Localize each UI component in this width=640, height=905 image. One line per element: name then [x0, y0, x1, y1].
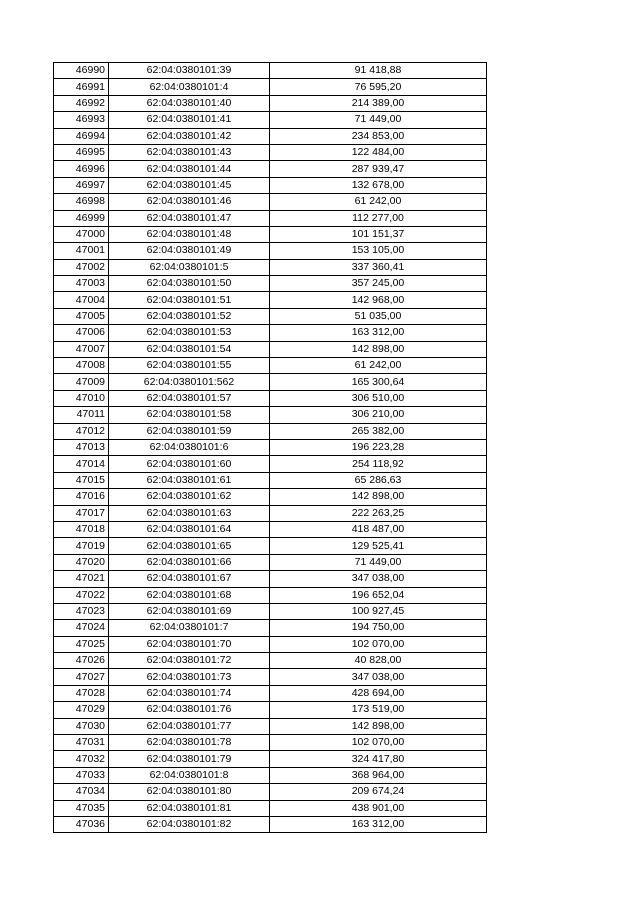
table-row: [54, 423, 487, 439]
cadastral-number-cell: 62:04:0380101:73: [109, 669, 270, 685]
table-row: [54, 79, 487, 95]
cadastral-number-cell: 62:04:0380101:7: [109, 620, 270, 636]
table-row: [54, 735, 487, 751]
cadastral-number-cell: 62:04:0380101:58: [109, 407, 270, 423]
cadastral-value-cell: 347 038,00: [270, 571, 487, 587]
cadastral-value-cell: 101 151,37: [270, 226, 487, 242]
cadastral-number-cell: 62:04:0380101:5: [109, 259, 270, 275]
cadastral-number-cell: 62:04:0380101:42: [109, 128, 270, 144]
row-index-cell: 46997: [54, 177, 109, 193]
row-index-cell: 47024: [54, 620, 109, 636]
table-row: [54, 128, 487, 144]
cadastral-value-cell: 129 525,41: [270, 538, 487, 554]
row-index-cell: 47025: [54, 636, 109, 652]
cadastral-value-cell: 306 510,00: [270, 390, 487, 406]
cadastral-value-cell: 254 118,92: [270, 456, 487, 472]
cadastral-number-cell: 62:04:0380101:46: [109, 194, 270, 210]
table-row: [54, 63, 487, 79]
row-index-cell: 47034: [54, 784, 109, 800]
row-index-cell: 46993: [54, 112, 109, 128]
table-row: [54, 554, 487, 570]
cadastral-value-cell: 91 418,88: [270, 63, 487, 79]
cadastral-number-cell: 62:04:0380101:80: [109, 784, 270, 800]
cadastral-number-cell: 62:04:0380101:53: [109, 325, 270, 341]
cadastral-number-cell: 62:04:0380101:51: [109, 292, 270, 308]
row-index-cell: 47000: [54, 226, 109, 242]
cadastral-value-cell: 132 678,00: [270, 177, 487, 193]
cadastral-value-cell: 163 312,00: [270, 325, 487, 341]
row-index-cell: 47033: [54, 767, 109, 783]
table-row: [54, 243, 487, 259]
row-index-cell: 47016: [54, 489, 109, 505]
table-row: [54, 767, 487, 783]
cadastral-value-cell: 61 242,00: [270, 194, 487, 210]
cadastral-number-cell: 62:04:0380101:82: [109, 816, 270, 832]
row-index-cell: 46992: [54, 95, 109, 111]
table-row: [54, 702, 487, 718]
cadastral-value-cell: 142 898,00: [270, 718, 487, 734]
cadastral-value-cell: 234 853,00: [270, 128, 487, 144]
cadastral-value-cell: 142 898,00: [270, 341, 487, 357]
cadastral-number-cell: 62:04:0380101:50: [109, 276, 270, 292]
table-row: [54, 161, 487, 177]
cadastral-number-cell: 62:04:0380101:62: [109, 489, 270, 505]
cadastral-number-cell: 62:04:0380101:64: [109, 521, 270, 537]
row-index-cell: 47029: [54, 702, 109, 718]
row-index-cell: 47009: [54, 374, 109, 390]
table-row: [54, 603, 487, 619]
row-index-cell: 47026: [54, 653, 109, 669]
table-row: [54, 636, 487, 652]
cadastral-value-cell: 209 674,24: [270, 784, 487, 800]
row-index-cell: 46998: [54, 194, 109, 210]
cadastral-value-cell: 142 968,00: [270, 292, 487, 308]
table-row: [54, 751, 487, 767]
cadastral-value-cell: 196 652,04: [270, 587, 487, 603]
row-index-cell: 47006: [54, 325, 109, 341]
cadastral-number-cell: 62:04:0380101:66: [109, 554, 270, 570]
cadastral-value-cell: 287 939,47: [270, 161, 487, 177]
table-row: [54, 374, 487, 390]
cadastral-value-cell: 428 694,00: [270, 685, 487, 701]
row-index-cell: 46999: [54, 210, 109, 226]
cadastral-number-cell: 62:04:0380101:47: [109, 210, 270, 226]
row-index-cell: 46991: [54, 79, 109, 95]
cadastral-value-cell: 368 964,00: [270, 767, 487, 783]
cadastral-number-cell: 62:04:0380101:77: [109, 718, 270, 734]
cadastral-value-cell: 214 389,00: [270, 95, 487, 111]
row-index-cell: 47027: [54, 669, 109, 685]
row-index-cell: 47008: [54, 358, 109, 374]
cadastral-number-cell: 62:04:0380101:44: [109, 161, 270, 177]
cadastral-value-cell: 112 277,00: [270, 210, 487, 226]
cadastral-value-cell: 357 245,00: [270, 276, 487, 292]
table-row: [54, 718, 487, 734]
cadastral-number-cell: 62:04:0380101:8: [109, 767, 270, 783]
cadastral-value-cell: 337 360,41: [270, 259, 487, 275]
cadastral-value-cell: 65 286,63: [270, 472, 487, 488]
cadastral-number-cell: 62:04:0380101:69: [109, 603, 270, 619]
row-index-cell: 47012: [54, 423, 109, 439]
cadastral-number-cell: 62:04:0380101:41: [109, 112, 270, 128]
cadastral-number-cell: 62:04:0380101:57: [109, 390, 270, 406]
cadastral-number-cell: 62:04:0380101:76: [109, 702, 270, 718]
cadastral-value-cell: 347 038,00: [270, 669, 487, 685]
cadastral-value-cell: 153 105,00: [270, 243, 487, 259]
row-index-cell: 47001: [54, 243, 109, 259]
cadastral-value-cell: 165 300,64: [270, 374, 487, 390]
cadastral-number-cell: 62:04:0380101:59: [109, 423, 270, 439]
cadastral-value-cell: 51 035,00: [270, 308, 487, 324]
cadastral-number-cell: 62:04:0380101:54: [109, 341, 270, 357]
row-index-cell: 47004: [54, 292, 109, 308]
cadastral-value-cell: 100 927,45: [270, 603, 487, 619]
cadastral-number-cell: 62:04:0380101:67: [109, 571, 270, 587]
table-row: [54, 521, 487, 537]
row-index-cell: 47019: [54, 538, 109, 554]
row-index-cell: 47023: [54, 603, 109, 619]
row-index-cell: 46996: [54, 161, 109, 177]
cadastral-value-cell: 222 263,25: [270, 505, 487, 521]
row-index-cell: 47015: [54, 472, 109, 488]
table-row: [54, 390, 487, 406]
table-row: [54, 669, 487, 685]
cadastral-number-cell: 62:04:0380101:55: [109, 358, 270, 374]
table-body: [54, 63, 487, 833]
cadastral-number-cell: 62:04:0380101:49: [109, 243, 270, 259]
cadastral-number-cell: 62:04:0380101:60: [109, 456, 270, 472]
cadastral-number-cell: 62:04:0380101:4: [109, 79, 270, 95]
cadastral-value-cell: 61 242,00: [270, 358, 487, 374]
cadastral-number-cell: 62:04:0380101:63: [109, 505, 270, 521]
cadastral-number-cell: 62:04:0380101:52: [109, 308, 270, 324]
table-row: [54, 112, 487, 128]
table-row: [54, 538, 487, 554]
row-index-cell: 47030: [54, 718, 109, 734]
cadastral-value-cell: 71 449,00: [270, 112, 487, 128]
row-index-cell: 46994: [54, 128, 109, 144]
row-index-cell: 47035: [54, 800, 109, 816]
table-row: [54, 456, 487, 472]
cadastral-value-cell: 173 519,00: [270, 702, 487, 718]
row-index-cell: 47028: [54, 685, 109, 701]
row-index-cell: 47010: [54, 390, 109, 406]
row-index-cell: 47003: [54, 276, 109, 292]
cadastral-value-cell: 438 901,00: [270, 800, 487, 816]
table-row: [54, 505, 487, 521]
cadastral-number-cell: 62:04:0380101:43: [109, 144, 270, 160]
row-index-cell: 47022: [54, 587, 109, 603]
cadastral-number-cell: 62:04:0380101:70: [109, 636, 270, 652]
row-index-cell: 47036: [54, 816, 109, 832]
cadastral-number-cell: 62:04:0380101:78: [109, 735, 270, 751]
row-index-cell: 47031: [54, 735, 109, 751]
table-row: [54, 325, 487, 341]
cadastral-number-cell: 62:04:0380101:39: [109, 63, 270, 79]
table-row: [54, 341, 487, 357]
cadastral-value-cell: 142 898,00: [270, 489, 487, 505]
row-index-cell: 47011: [54, 407, 109, 423]
table-row: [54, 800, 487, 816]
row-index-cell: 47032: [54, 751, 109, 767]
row-index-cell: 47007: [54, 341, 109, 357]
cadastral-number-cell: 62:04:0380101:6: [109, 439, 270, 455]
row-index-cell: 47021: [54, 571, 109, 587]
table-row: [54, 489, 487, 505]
cadastral-value-cell: 122 484,00: [270, 144, 487, 160]
row-index-cell: 47002: [54, 259, 109, 275]
row-index-cell: 47017: [54, 505, 109, 521]
cadastral-number-cell: 62:04:0380101:61: [109, 472, 270, 488]
table-row: [54, 620, 487, 636]
row-index-cell: 46990: [54, 63, 109, 79]
table-row: [54, 292, 487, 308]
cadastral-value-cell: 324 417,80: [270, 751, 487, 767]
table-row: [54, 210, 487, 226]
table-row: [54, 276, 487, 292]
cadastral-value-cell: 71 449,00: [270, 554, 487, 570]
table-row: [54, 816, 487, 832]
cadastral-number-cell: 62:04:0380101:45: [109, 177, 270, 193]
cadastral-number-cell: 62:04:0380101:68: [109, 587, 270, 603]
cadastral-value-cell: 102 070,00: [270, 636, 487, 652]
table-row: [54, 144, 487, 160]
row-index-cell: 46995: [54, 144, 109, 160]
table-row: [54, 407, 487, 423]
table-row: [54, 653, 487, 669]
cadastral-number-cell: 62:04:0380101:40: [109, 95, 270, 111]
cadastral-value-cell: 76 595,20: [270, 79, 487, 95]
table-row: [54, 194, 487, 210]
cadastral-number-cell: 62:04:0380101:562: [109, 374, 270, 390]
cadastral-number-cell: 62:04:0380101:48: [109, 226, 270, 242]
cadastral-value-cell: 306 210,00: [270, 407, 487, 423]
cadastral-number-cell: 62:04:0380101:81: [109, 800, 270, 816]
table-row: [54, 358, 487, 374]
cadastral-number-cell: 62:04:0380101:72: [109, 653, 270, 669]
table-row: [54, 226, 487, 242]
table-row: [54, 685, 487, 701]
cadastral-value-cell: 194 750,00: [270, 620, 487, 636]
table-row: [54, 95, 487, 111]
cadastral-value-table: [53, 62, 487, 833]
table-row: [54, 571, 487, 587]
row-index-cell: 47020: [54, 554, 109, 570]
cadastral-value-cell: 265 382,00: [270, 423, 487, 439]
cadastral-number-cell: 62:04:0380101:79: [109, 751, 270, 767]
cadastral-value-cell: 163 312,00: [270, 816, 487, 832]
cadastral-value-cell: 102 070,00: [270, 735, 487, 751]
table-row: [54, 784, 487, 800]
table-row: [54, 439, 487, 455]
cadastral-value-cell: 196 223,28: [270, 439, 487, 455]
row-index-cell: 47018: [54, 521, 109, 537]
row-index-cell: 47014: [54, 456, 109, 472]
cadastral-value-cell: 418 487,00: [270, 521, 487, 537]
table-row: [54, 308, 487, 324]
row-index-cell: 47005: [54, 308, 109, 324]
table-row: [54, 472, 487, 488]
table-row: [54, 177, 487, 193]
cadastral-value-cell: 40 828,00: [270, 653, 487, 669]
cadastral-number-cell: 62:04:0380101:65: [109, 538, 270, 554]
table-row: [54, 587, 487, 603]
cadastral-number-cell: 62:04:0380101:74: [109, 685, 270, 701]
table-row: [54, 259, 487, 275]
row-index-cell: 47013: [54, 439, 109, 455]
